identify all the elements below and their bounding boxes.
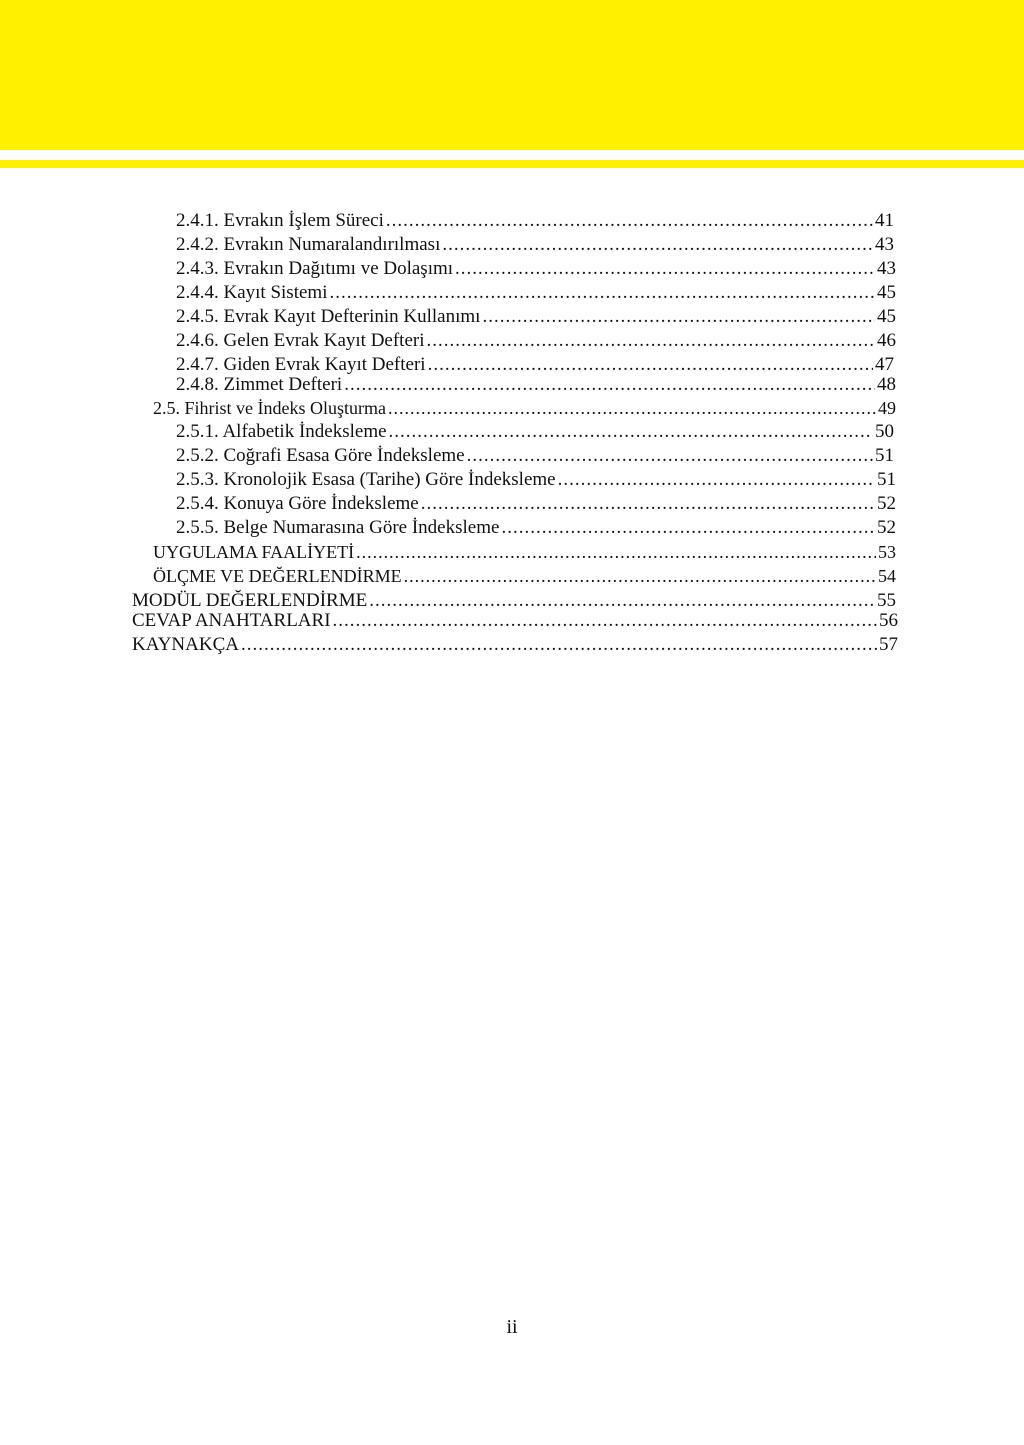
toc-leader-dots <box>455 257 875 281</box>
toc-entry-page: 45 <box>877 282 896 303</box>
toc-entry[interactable] <box>153 564 896 588</box>
toc-entry-page: 46 <box>877 330 896 351</box>
toc-entry[interactable] <box>132 609 898 633</box>
toc-entry-page: 52 <box>877 517 896 538</box>
toc-leader-dots <box>329 281 875 305</box>
toc-entry-label: ÖLÇME VE DEĞERLENDİRME <box>153 566 402 586</box>
toc-leader-dots <box>427 329 876 353</box>
toc-leader-dots <box>388 396 876 420</box>
toc-entry-page: 57 <box>879 634 898 655</box>
toc-leader-dots <box>356 540 876 564</box>
toc-entry-label: 2.4.4. Kayıt Sistemi <box>176 282 328 303</box>
toc-leader-dots <box>501 516 875 540</box>
toc-entry-page: 43 <box>877 258 896 279</box>
toc-leader-dots <box>442 233 873 257</box>
toc-entry-label: 2.5.1. Alfabetik İndeksleme <box>176 421 387 442</box>
toc-entry-page: 48 <box>877 374 896 395</box>
toc-leader-dots <box>482 305 875 329</box>
toc-entry[interactable] <box>176 492 896 516</box>
toc-entry-label: UYGULAMA FAALİYETİ <box>153 542 355 562</box>
toc-entry[interactable] <box>132 633 898 657</box>
toc-entry-label: 2.4.5. Evrak Kayıt Defterinin Kullanımı <box>176 306 481 327</box>
toc-entry[interactable] <box>176 305 896 329</box>
toc-entry-label: 2.4.8. Zimmet Defteri <box>176 374 343 395</box>
toc-entry[interactable] <box>176 468 896 492</box>
toc-entry-label: 2.4.2. Evrakın Numaralandırılması <box>176 234 441 255</box>
toc-entry[interactable] <box>176 233 894 257</box>
toc-entry[interactable] <box>176 420 894 444</box>
toc-entry-label: 2.5.3. Kronolojik Esasa (Tarihe) Göre İndeksleme <box>176 469 556 490</box>
toc-entry-page: 56 <box>879 610 898 631</box>
toc-entry-label: 2.5. Fihrist ve İndeks Oluşturma <box>153 398 386 418</box>
toc-entry-page: 41 <box>875 210 894 231</box>
toc-leader-dots <box>389 420 873 444</box>
toc-entry[interactable] <box>176 516 896 540</box>
toc-entry-page: 50 <box>875 421 894 442</box>
toc-entry[interactable] <box>153 396 896 420</box>
toc-entry-page: 51 <box>877 469 896 490</box>
toc-entry-label: 2.4.7. Giden Evrak Kayıt Defteri <box>176 354 426 375</box>
toc-entry-label: 2.5.4. Konuya Göre İndeksleme <box>176 493 419 514</box>
toc-entry-label: KAYNAKÇA <box>132 634 239 655</box>
toc-entry-page: 54 <box>878 566 896 586</box>
toc-leader-dots <box>421 492 875 516</box>
toc-leader-dots <box>241 633 877 657</box>
toc-entry-page: 53 <box>878 542 896 562</box>
toc-entry[interactable] <box>176 444 894 468</box>
toc-entry[interactable] <box>176 373 896 397</box>
toc-entry-label: MODÜL DEĞERLENDİRME <box>132 590 368 611</box>
toc-entry-page: 49 <box>878 398 896 418</box>
toc-entry-label: 2.4.3. Evrakın Dağıtımı ve Dolaşımı <box>176 258 454 279</box>
toc-entry-page: 45 <box>877 306 896 327</box>
toc-leader-dots <box>333 609 877 633</box>
toc-entry-page: 47 <box>875 354 894 375</box>
toc-entry[interactable] <box>153 540 896 564</box>
toc-entry-label: 2.5.2. Coğrafi Esasa Göre İndeksleme <box>176 445 465 466</box>
toc-entry-label: 2.5.5. Belge Numarasına Göre İndeksleme <box>176 517 500 538</box>
toc-entry-label: 2.4.6. Gelen Evrak Kayıt Defteri <box>176 330 425 351</box>
toc-entry[interactable] <box>176 281 896 305</box>
toc-leader-dots <box>344 373 875 397</box>
toc-leader-dots <box>386 209 873 233</box>
toc-entry-page: 55 <box>877 590 896 611</box>
toc-entry-label: CEVAP ANAHTARLARI <box>132 610 331 631</box>
toc-entry-page: 51 <box>875 445 894 466</box>
toc-leader-dots <box>558 468 875 492</box>
toc-leader-dots <box>404 564 876 588</box>
toc-entry[interactable] <box>176 209 894 233</box>
toc-entry[interactable] <box>176 329 896 353</box>
toc-entry-page: 52 <box>877 493 896 514</box>
table-of-contents <box>0 0 1024 700</box>
toc-entry-label: 2.4.1. Evrakın İşlem Süreci <box>176 210 384 231</box>
toc-entry-page: 43 <box>875 234 894 255</box>
toc-entry[interactable] <box>176 257 896 281</box>
page-number: ii <box>506 1316 518 1338</box>
toc-leader-dots <box>467 444 873 468</box>
